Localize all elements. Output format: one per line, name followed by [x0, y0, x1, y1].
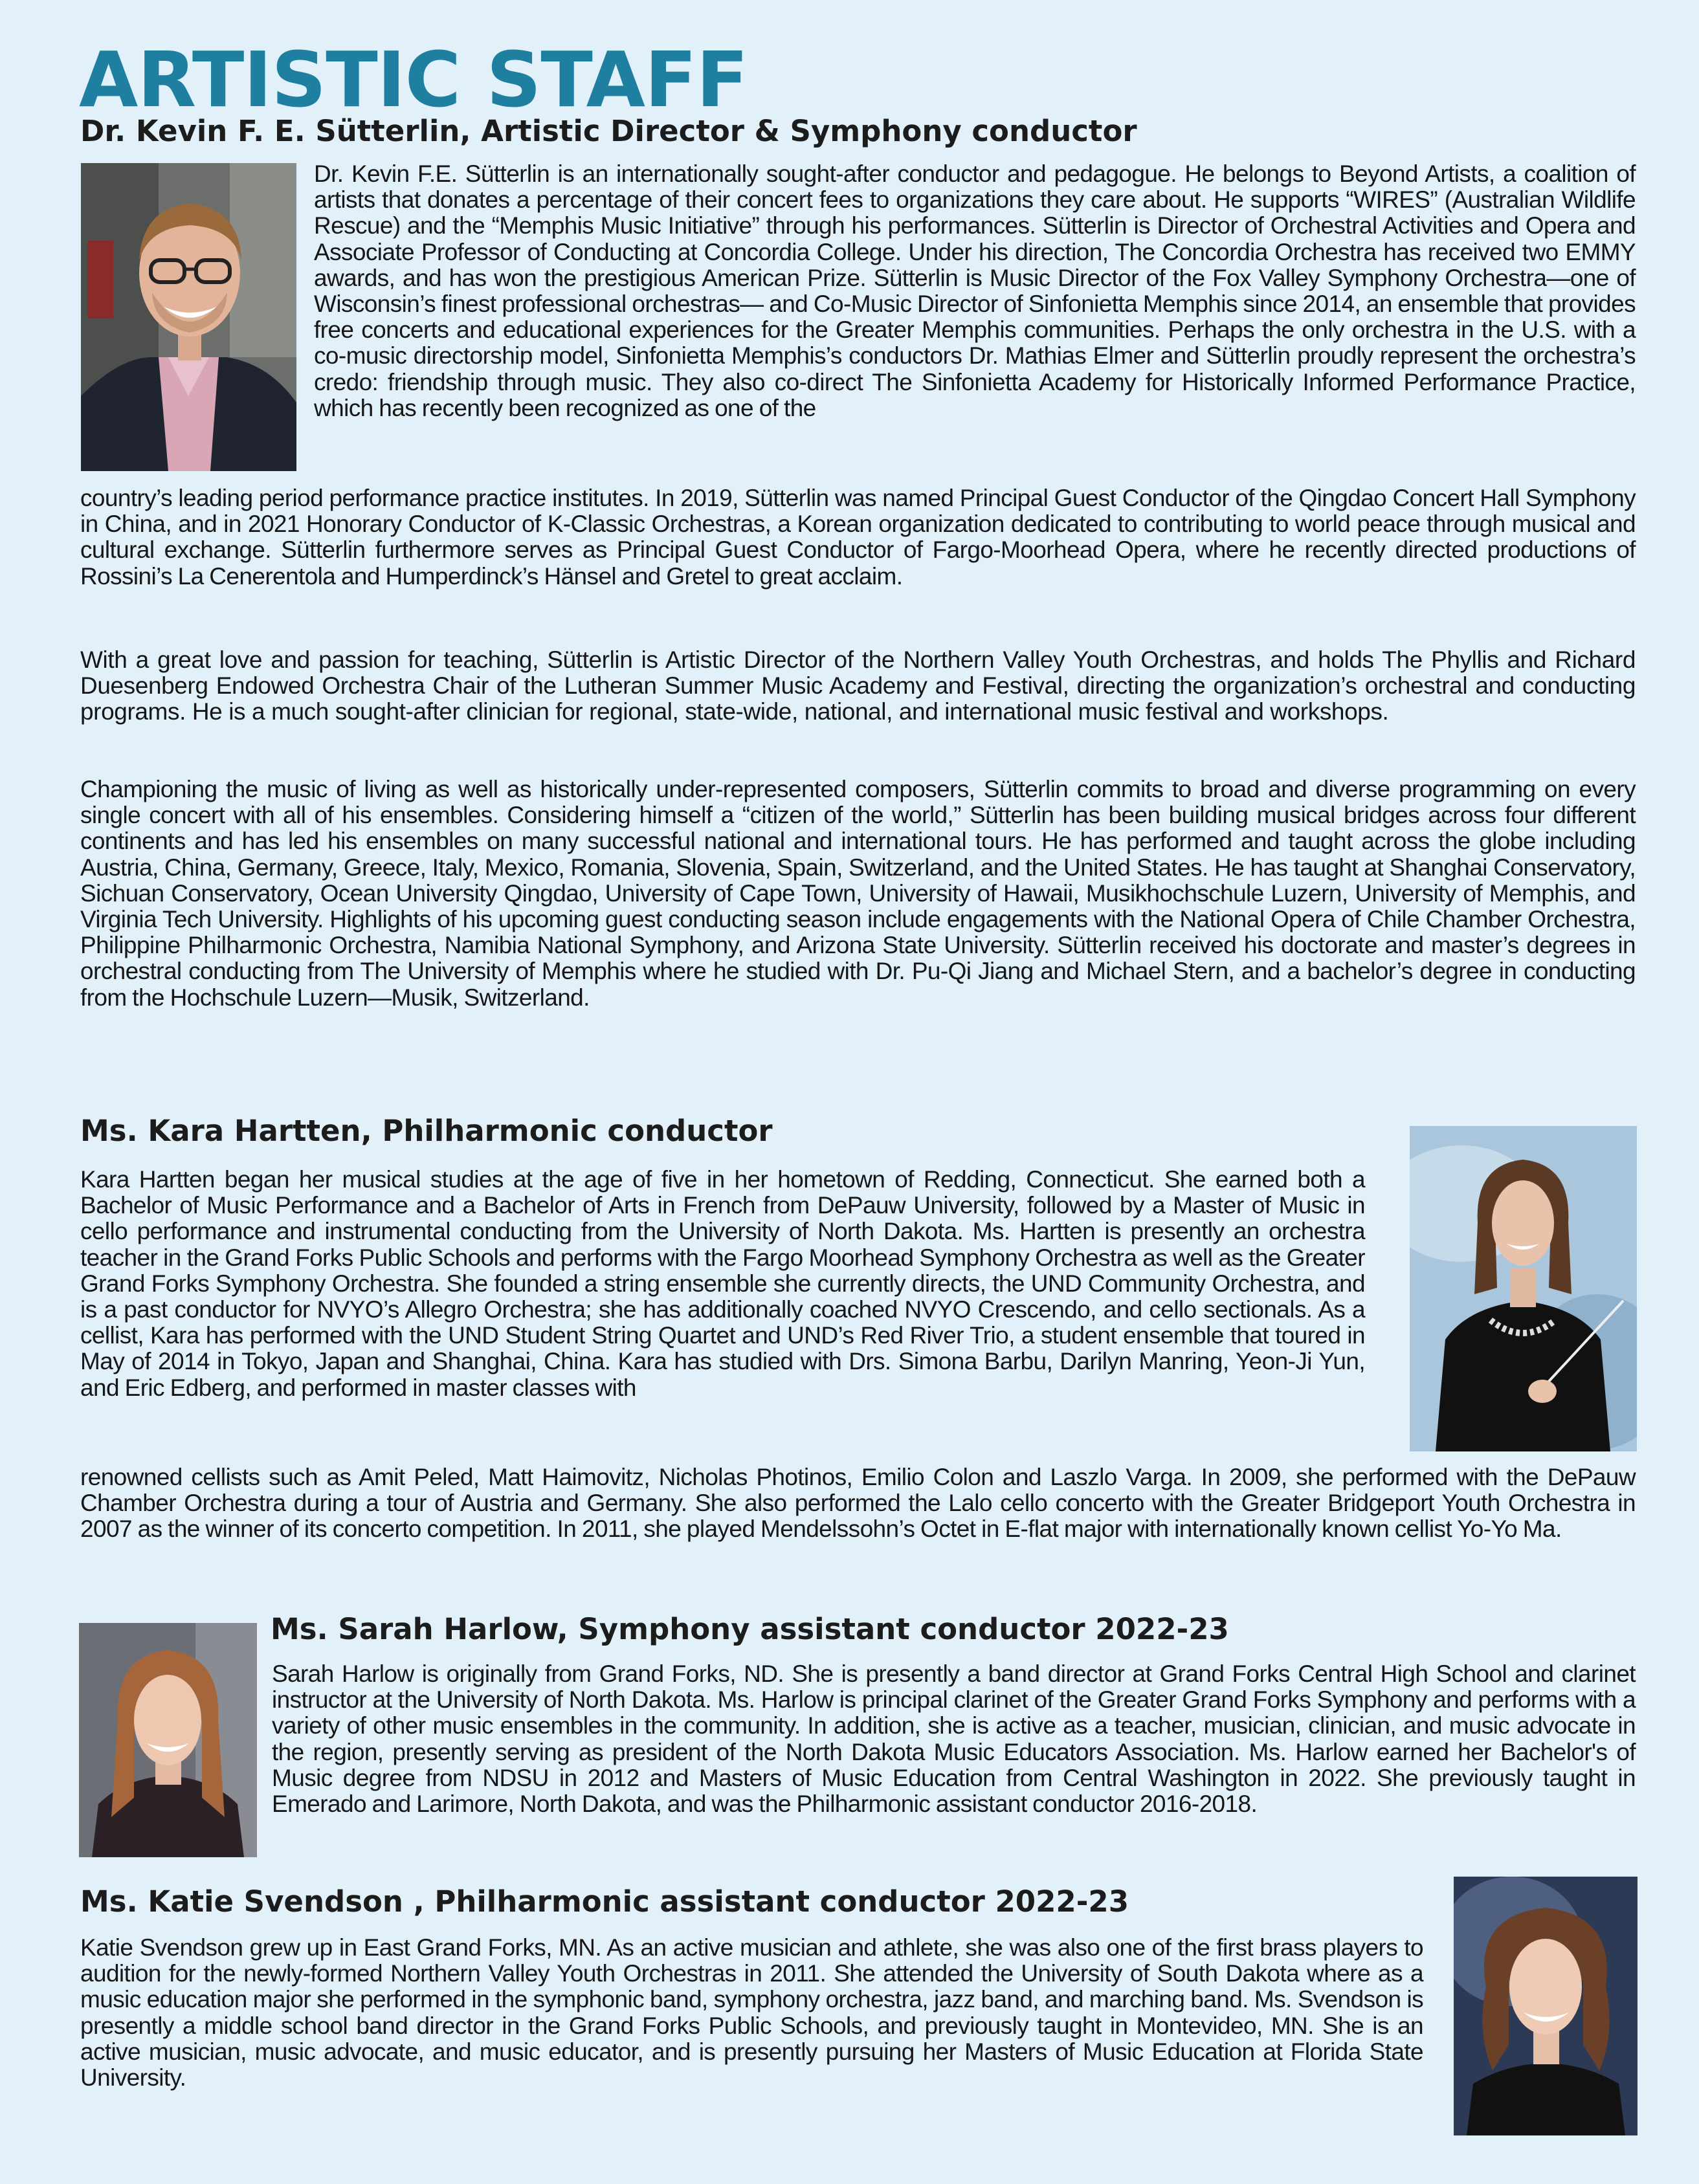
- bio-sutterlin-continued: country’s leading period performance practice institutes. In 2019, Sütterlin was named Principal Guest Conductor of the Qingdao Concert Hall Symphony in China, and in 2021 Honorary Conductor of K-Classic Orchestras, a Korean organization dedicated to contributing to world peace through musical and cultural exchange. Sütterlin furthermore serves as Principal Guest Conductor of Fargo-Moorhead Opera, where he recently directed productions of Rossini’s La Cenerentola and Humperdinck’s Hänsel and Gretel to great acclaim.: [80, 485, 1636, 590]
- staff-heading-svendson: Ms. Katie Svendson , Philharmonic assistant conductor 2022-23: [80, 1884, 1129, 1919]
- bio-hartten-wrapped: Kara Hartten began her musical studies at the age of five in her hometown of Redding, Connecticut. She earned both a Bachelor of Music Performance and a Bachelor of Arts in French from DePauw University, followed by a Master of Music in cello performance and instrumental conducting from the University of North Dakota. Ms. Hartten is presently an orchestra teacher in the Grand Forks Public Schools and performs with the Fargo Moorhead Symphony Orchestra as well as the Greater Grand Forks Symphony Orchestra. She founded a string ensemble she currently directs, the UND Community Orchestra, and is a past conductor for NVYO’s Allegro Orchestra; she has additionally coached NVYO Crescendo, and cello sectionals. As a cellist, Kara has performed with the UND Student String Quartet and UND’s Red River Trio, a student ensemble that toured in May of 2014 in Tokyo, Japan and Shanghai, China. Kara has studied with Drs. Simona Barbu, Darilyn Manring, Yeon-Ji Yun, and Eric Edberg, and performed in master classes with: [80, 1166, 1365, 1401]
- page-title: ARTISTIC STAFF: [79, 35, 748, 124]
- bio-sutterlin-wrapped: Dr. Kevin F.E. Sütterlin is an internationally sought-after conductor and pedagogue. He belongs to Beyond Artists, a coalition of artists that donates a percentage of their concert fees to organizations they care about. He supports “WIRES” (Australian Wildlife Rescue) and the “Memphis Music Initiative” through his performances. Sütterlin is Director of Orchestral Activities and Opera and Associate Professor of Conducting at Concordia College. Under his direction, The Concordia Orchestra has received two EMMY awards, and has won the prestigious American Prize. Sütterlin is Music Director of the Fox Valley Symphony Orchestra—one of Wisconsin’s finest professional orchestras— and Co-Music Director of Sinfonietta Memphis since 2014, an ensemble that provides free concerts and educational experiences for the Greater Memphis communities. Perhaps the only orchestra in the U.S. with a co-music directorship model, Sinfonietta Memphis’s conductors Dr. Mathias Elmer and Sütterlin proudly represent the orchestra’s credo: friendship through music. They also co-direct The Sinfonietta Academy for Historically Informed Performance Practice, which has recently been recognized as one of the: [314, 160, 1636, 421]
- portrait-svendson: [1454, 1877, 1638, 2135]
- bio-sutterlin-teaching: With a great love and passion for teaching, Sütterlin is Artistic Director of the Northern Valley Youth Orchestras, and holds The Phyllis and Richard Duesenberg Endowed Orchestra Chair of the Lutheran Summer Music Academy and Festival, directing the organization’s orchestral and conducting programs. He is a much sought-after clinician for regional, state-wide, national, and international music festival and workshops.: [80, 646, 1636, 725]
- bio-hartten-continued: renowned cellists such as Amit Peled, Matt Haimovitz, Nicholas Photinos, Emilio Colon and Laszlo Varga. In 2009, she performed with the DePauw Chamber Orchestra during a tour of Austria and Germany. She also performed the Lalo cello concerto with the Greater Bridgeport Youth Orchestra in 2007 as the winner of its concerto competition. In 2011, she played Mendelssohn’s Octet in E-flat major with internationally known cellist Yo-Yo Ma.: [80, 1464, 1636, 1543]
- portrait-hartten: [1410, 1126, 1637, 1451]
- staff-heading-hartten: Ms. Kara Hartten, Philharmonic conductor: [80, 1114, 773, 1148]
- bio-sutterlin-programming: Championing the music of living as well as historically under-represented composers, Sütterlin commits to broad and diverse programming on every single concert with all of his ensembles. Considering himself a “citizen of the world,” Sütterlin has been building musical bridges across four different continents and has led his ensembles on many successful national and international tours. He has performed and taught across the globe including Austria, China, Germany, Greece, Italy, Mexico, Romania, Slovenia, Spain, Switzerland, and the United States. He has taught at Shanghai Conservatory, Sichuan Conservatory, Ocean University Qingdao, University of Cape Town, University of Hawaii, Musikhochschule Luzern, University of Memphis, and Virginia Tech University. Highlights of his upcoming guest conducting season include engagements with the National Opera of Chile Chamber Orchestra, Philippine Philharmonic Orchestra, Namibia National Symphony, and Arizona State University. Sütterlin received his doctorate and master’s degrees in orchestral conducting from The University of Memphis where he studied with Dr. Pu-Qi Jiang and Michael Stern, and a bachelor’s degree in conducting from the Hochschule Luzern—Musik, Switzerland.: [80, 776, 1636, 1011]
- bio-svendson: Katie Svendson grew up in East Grand Forks, MN. As an active musician and athlete, she was also one of the first brass players to audition for the newly-formed Northern Valley Youth Orchestras in 2011. She attended the University of South Dakota where as a music education major she performed in the symphonic band, symphony orchestra, jazz band, and marching band. Ms. Svendson is presently a middle school band director in the Grand Forks Public Schools, and previously taught in Montevideo, MN. She is an active musician, music advocate, and music educator, and is presently pursuing her Masters of Music Education at Florida State University.: [80, 1934, 1423, 2091]
- staff-heading-sutterlin: Dr. Kevin F. E. Sütterlin, Artistic Director & Symphony conductor: [80, 114, 1137, 148]
- staff-heading-harlow: Ms. Sarah Harlow, Symphony assistant conductor 2022-23: [271, 1612, 1229, 1646]
- portrait-harlow: [79, 1623, 257, 1857]
- bio-harlow: Sarah Harlow is originally from Grand Forks, ND. She is presently a band director at Grand Forks Central High School and clarinet instructor at the University of North Dakota. Ms. Harlow is principal clarinet of the Greater Grand Forks Symphony and performs with a variety of other music ensembles in the community. In addition, she is active as a teacher, musician, clinician, and music advocate in the region, presently serving as president of the North Dakota Music Educators Association. Ms. Harlow earned her Bachelor's of Music degree from NDSU in 2012 and Masters of Music Education from Central Washington in 2022. She previously taught in Emerado and Larimore, North Dakota, and was the Philharmonic assistant conductor 2016-2018.: [272, 1660, 1636, 1818]
- portrait-sutterlin: [81, 163, 296, 471]
